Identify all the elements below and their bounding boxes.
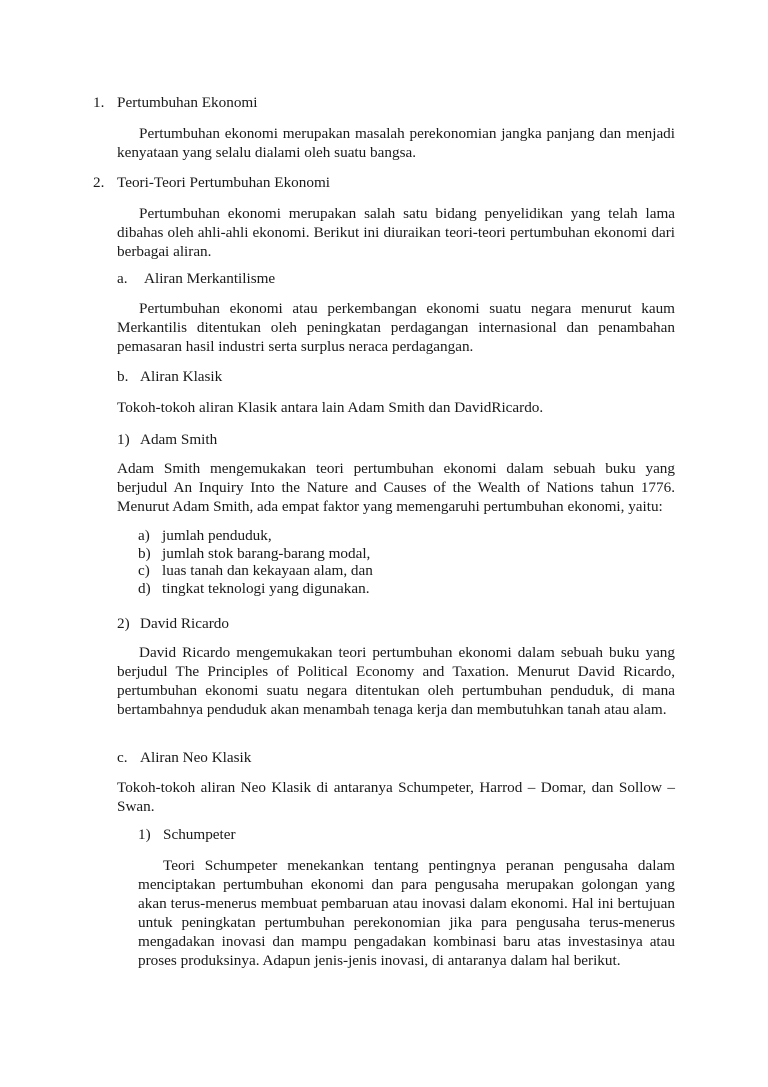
- david-ricardo-paragraph: David Ricardo mengemukakan teori pertumbuhan ekonomi dalam sebuah buku yang berjudul The Principles of Political Economy and Taxation. Menurut David Ricardo, pertumbuhan ekonomi suatu negara ditentukan oleh pertumbuhan penduduk, di mana bertambahnya penduduk akan menambah tenaga kerja dan membutuhkan tanah atau alam.: [117, 644, 675, 718]
- subsection-a-title: Aliran Merkantilisme: [144, 270, 276, 287]
- adam-smith-marker: 1): [117, 431, 130, 448]
- list-item: d) tingkat teknologi yang digunakan.: [138, 579, 370, 597]
- subsection-b-intro: Tokoh-tokoh aliran Klasik antara lain Adam Smith dan DavidRicardo.: [117, 399, 544, 416]
- subsection-a-marker: a.: [117, 270, 128, 287]
- section-2-heading: [93, 173, 330, 192]
- list-item: a) jumlah penduduk,: [138, 527, 272, 544]
- growth-factor-list: [138, 527, 658, 597]
- section-1-number: 1.: [93, 94, 105, 111]
- subsection-c-intro: Tokoh-tokoh aliran Neo Klasik di antaranya Schumpeter, Harrod – Domar, dan Sollow – Swan.: [117, 779, 675, 815]
- section-1-heading: [93, 93, 257, 112]
- section-2-paragraph: Pertumbuhan ekonomi merupakan salah satu bidang penyelidikan yang telah lama dibahas oleh ahli-ahli ekonomi. Berikut ini diuraikan teori-teori pertumbuhan ekonomi dari berbagai aliran.: [117, 205, 675, 260]
- schumpeter-marker: 1): [138, 826, 151, 843]
- subsection-c-heading: [117, 748, 251, 767]
- david-ricardo-heading: [117, 614, 229, 633]
- list-item: c) luas tanah dan kekayaan alam, dan: [138, 562, 373, 579]
- schumpeter-paragraph: Teori Schumpeter menekankan tentang pentingnya peranan pengusaha dalam menciptakan pertumbuhan ekonomi dan para pengusaha merupakan golongan yang akan terus-menerus membuat pembaruan atau inovasi dalam ekonomi. Hal ini bertujuan untuk peningkatan pertumbuhan perekonomian jika para pengusaha terus-menerus mengadakan inovasi dan mampu pengadakan kombinasi baru atas investasinya atau proses produksinya. Adapun jenis-jenis inovasi, di antaranya dalam hal berikut.: [138, 857, 675, 969]
- section-1-title: Pertumbuhan Ekonomi: [117, 94, 258, 111]
- list-item: b) jumlah stok barang-barang modal,: [138, 544, 371, 562]
- subsection-c-title: Aliran Neo Klasik: [140, 749, 252, 766]
- subsection-b-heading: [117, 367, 222, 386]
- subsection-a-heading: [117, 269, 275, 288]
- subsection-b-title: Aliran Klasik: [140, 368, 223, 385]
- section-2-number: 2.: [93, 174, 105, 191]
- subsection-a-paragraph: Pertumbuhan ekonomi atau perkembangan ekonomi suatu negara menurut kaum Merkantilis ditentukan oleh peningkatan perdagangan internasional dan penambahan pemasaran hasil industri serta surplus neraca perdagangan.: [117, 300, 675, 355]
- david-ricardo-title: David Ricardo: [140, 615, 229, 632]
- schumpeter-heading: [138, 825, 236, 844]
- schumpeter-title: Schumpeter: [163, 826, 236, 843]
- adam-smith-paragraph: Adam Smith mengemukakan teori pertumbuhan ekonomi dalam sebuah buku yang berjudul An Inquiry Into the Nature and Causes of the Wealth of Nations tahun 1776. Menurut Adam Smith, ada empat faktor yang memengaruhi pertumbuhan ekonomi, yaitu:: [117, 460, 675, 515]
- adam-smith-title: Adam Smith: [140, 431, 218, 448]
- section-1-paragraph: Pertumbuhan ekonomi merupakan masalah perekonomian jangka panjang dan menjadi kenyataan yang selalu dialami oleh suatu bangsa.: [117, 125, 675, 161]
- david-ricardo-marker: 2): [117, 615, 130, 632]
- section-2-title: Teori-Teori Pertumbuhan Ekonomi: [117, 174, 330, 191]
- subsection-c-marker: c.: [117, 749, 128, 766]
- adam-smith-heading: [117, 430, 217, 449]
- subsection-b-marker: b.: [117, 368, 129, 385]
